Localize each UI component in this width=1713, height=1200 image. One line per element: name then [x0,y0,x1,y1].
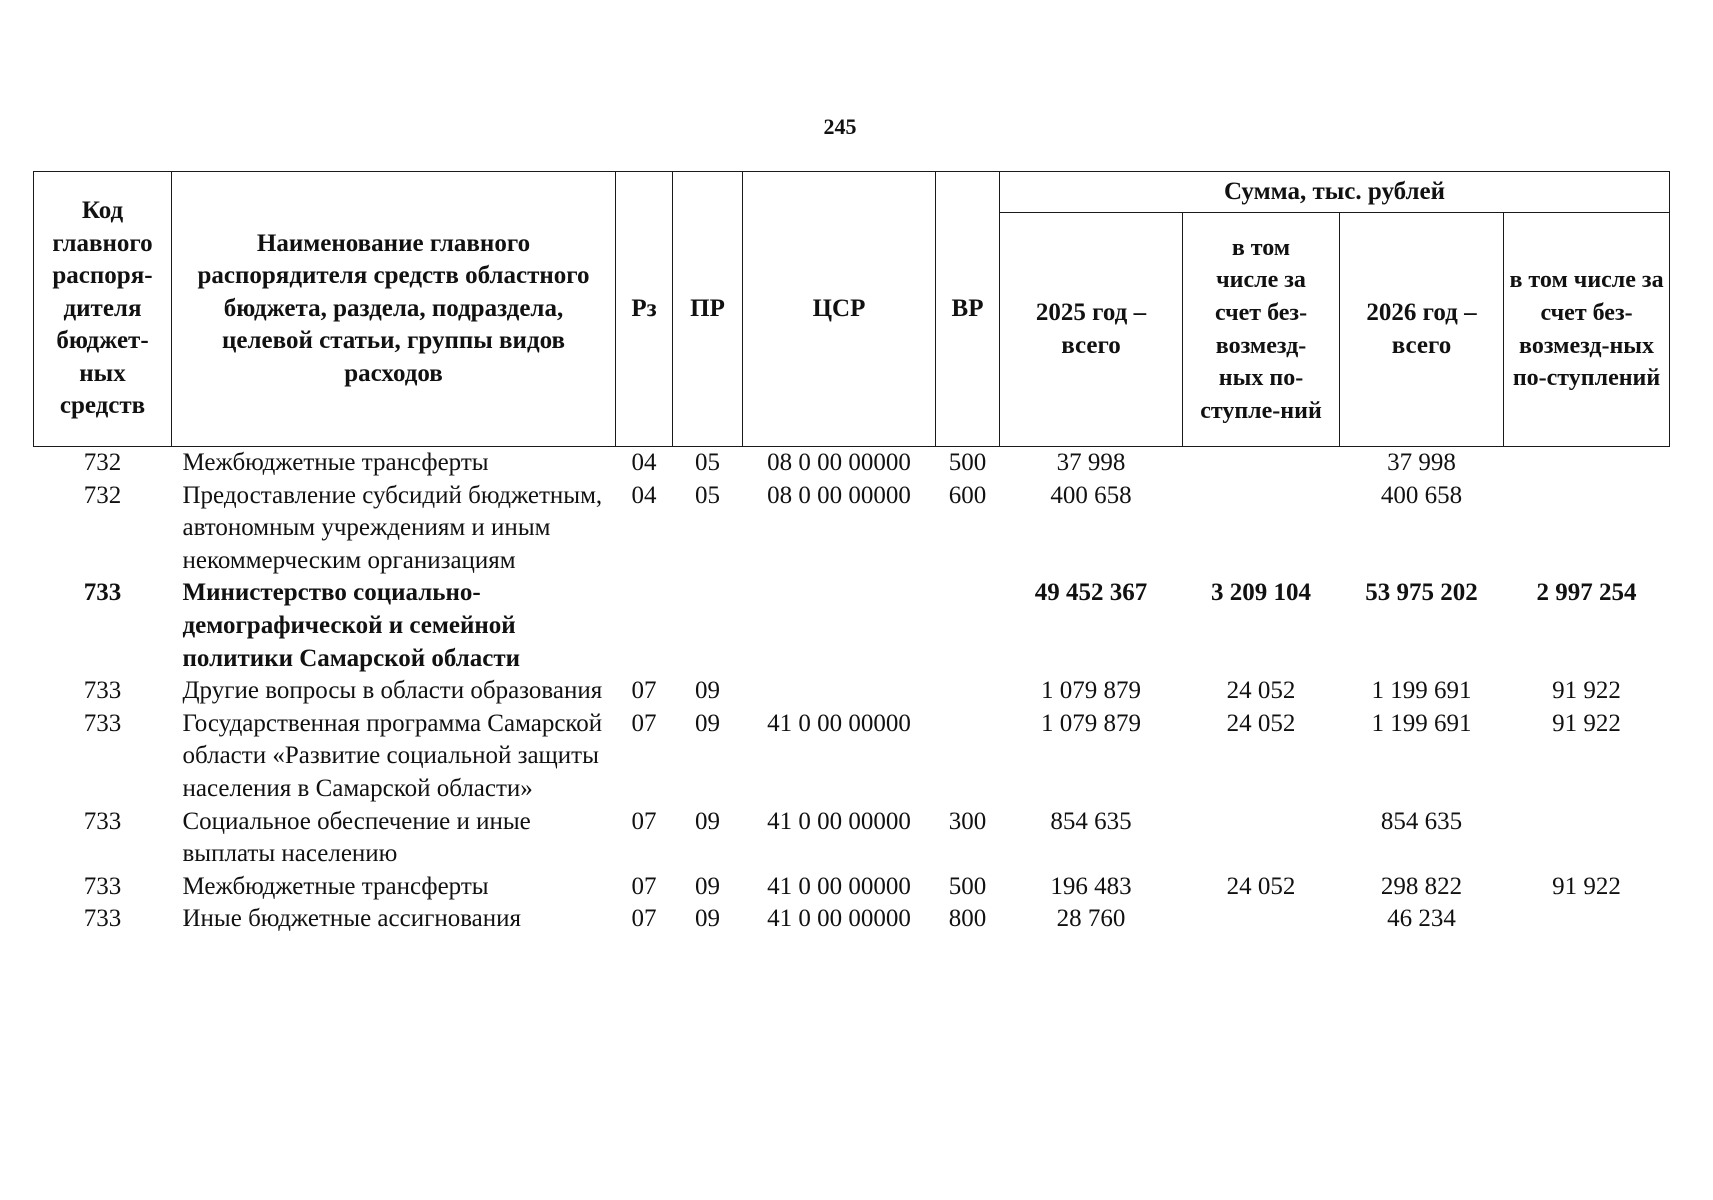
table-body [34,447,1670,936]
cell-2025-free [1183,903,1340,936]
header-2026-free: в том числе за счет без-возмезд-ных по-ступлений [1504,213,1670,447]
cell-pr: 09 [695,905,720,933]
cell-csr: 41 0 00 00000 [767,872,911,900]
cell-2025-free [1183,480,1340,578]
header-rz: Рз [616,172,673,447]
header-name: Наименование главного распорядителя средств областного бюджета, раздела, подраздела, целевой статьи, группы видов расходов [172,172,616,447]
cell-2026-total: 298 822 [1380,872,1463,900]
cell-2025-total: 37 998 [1056,449,1126,476]
cell-pr: 05 [695,481,720,509]
table-row [34,708,1670,806]
cell-2026-free: 91 922 [1552,677,1621,705]
cell-vr: 500 [948,449,987,476]
cell-csr: 41 0 00 00000 [767,905,911,933]
page-number: 245 [823,114,857,139]
cell-pr [673,577,743,675]
cell-vr: 600 [948,481,987,509]
cell-2026-free [1504,806,1670,871]
header-pr: ПР [673,172,743,447]
cell-pr: 09 [695,709,720,737]
cell-2026-total: 37 998 [1387,449,1456,476]
cell-rz: 04 [631,449,657,476]
table-header [34,172,1670,447]
cell-name: Социальное обеспечение и иные выплаты населению [182,807,531,868]
cell-pr: 09 [695,807,720,835]
cell-csr [743,577,936,675]
cell-2025-free: 24 052 [1226,677,1296,705]
cell-name: Межбюджетные трансферты [182,449,489,476]
table-row [34,480,1670,578]
cell-vr [936,708,1000,806]
cell-2025-free: 24 052 [1226,709,1296,737]
header-code: Код главного распоря-дителя бюджет-ных средств [34,172,172,447]
cell-vr: 300 [948,807,987,835]
cell-code: 733 [83,905,122,933]
cell-rz: 07 [631,872,657,900]
cell-vr [936,675,1000,708]
header-sum: Сумма, тыс. рублей [1000,172,1670,213]
cell-rz: 04 [631,481,657,509]
budget-table [33,171,1670,936]
cell-2025-total: 28 760 [1056,905,1126,933]
cell-2025-total: 854 635 [1050,807,1132,835]
cell-2026-total: 1 199 691 [1371,709,1472,737]
header-csr: ЦСР [743,172,936,447]
cell-rz: 07 [631,709,657,737]
table-row [34,447,1670,480]
cell-2026-total: 53 975 202 [1365,579,1478,607]
header-vr: ВР [936,172,1000,447]
table-row [34,806,1670,871]
table-row [34,903,1670,936]
cell-rz: 07 [631,905,657,933]
cell-code: 733 [83,579,122,607]
cell-2026-free [1504,447,1670,480]
cell-2025-free [1183,806,1340,871]
table-row [34,577,1670,675]
cell-2026-total: 46 234 [1387,905,1456,933]
cell-code: 733 [83,807,122,835]
cell-pr: 05 [695,449,720,476]
cell-csr: 08 0 00 00000 [767,449,911,476]
header-2025-total: 2025 год – всего [1000,213,1183,447]
header-2025-free: в том числе за счет без-возмезд-ных по-ступле-ний [1183,213,1340,447]
cell-2026-free: 2 997 254 [1536,579,1637,607]
cell-rz: 07 [631,677,657,705]
cell-code: 733 [83,677,122,705]
cell-vr [936,577,1000,675]
cell-2025-total: 196 483 [1050,872,1132,900]
cell-rz [616,577,673,675]
cell-csr: 41 0 00 00000 [767,807,911,835]
cell-2026-total: 1 199 691 [1371,677,1472,705]
cell-2025-free [1183,447,1340,480]
cell-rz: 07 [631,807,657,835]
cell-csr [743,675,936,708]
cell-name: Другие вопросы в области образования [182,677,603,705]
cell-vr: 500 [948,872,987,900]
cell-name: Предоставление субсидий бюджетным, автономным учреждениям и иным некоммерческим организациям [182,481,603,574]
cell-code: 732 [83,481,122,509]
cell-code: 733 [83,872,122,900]
cell-code: 733 [83,709,122,737]
cell-2026-free: 91 922 [1552,709,1621,737]
cell-name: Министерство социально-демографической и семейной политики Самарской области [182,579,521,672]
cell-2025-free: 24 052 [1226,872,1296,900]
cell-2025-total: 1 079 879 [1041,677,1141,705]
cell-name: Межбюджетные трансферты [182,872,489,900]
header-2026-total: 2026 год – всего [1340,213,1504,447]
cell-2025-total: 1 079 879 [1041,709,1141,737]
cell-2026-free [1504,903,1670,936]
cell-pr: 09 [695,872,720,900]
cell-2025-free: 3 209 104 [1211,579,1311,607]
table-row [34,675,1670,708]
table-row [34,871,1670,904]
cell-2026-total: 854 635 [1380,807,1463,835]
cell-2026-total: 400 658 [1380,481,1463,509]
cell-csr: 08 0 00 00000 [767,481,911,509]
cell-2026-free [1504,480,1670,578]
cell-csr: 41 0 00 00000 [767,709,911,737]
cell-code: 732 [83,449,122,476]
cell-2025-total: 400 658 [1050,481,1132,509]
cell-name: Государственная программа Самарской области «Развитие социальной защиты населения в Самарской области» [182,709,603,802]
cell-pr: 09 [695,677,720,705]
cell-2025-total: 49 452 367 [1034,579,1148,607]
cell-vr: 800 [948,905,987,933]
cell-name: Иные бюджетные ассигнования [182,905,522,933]
cell-2026-free: 91 922 [1552,872,1621,900]
